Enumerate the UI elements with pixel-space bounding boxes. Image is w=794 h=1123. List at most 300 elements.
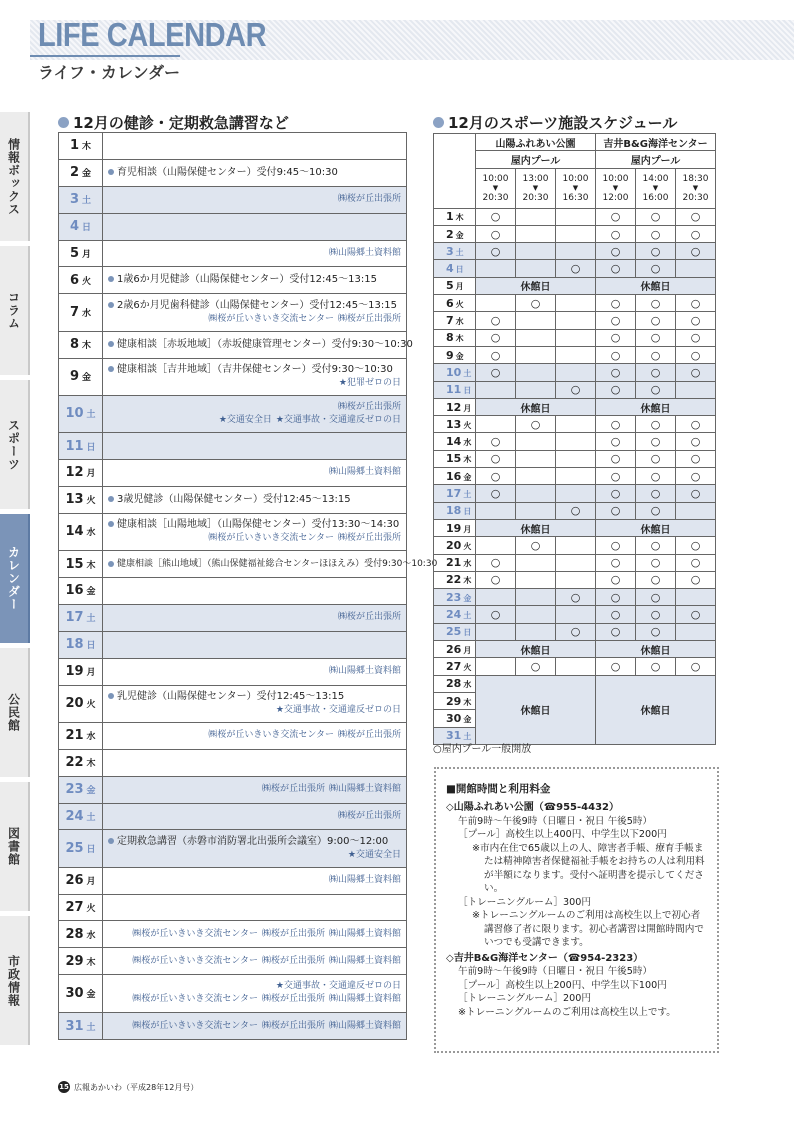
slot-cell: ○ [636,606,676,623]
publication-name: 広報あかいわ（平成28年12月号） [74,1082,199,1092]
slot-cell [676,381,716,398]
day-number: 27 [65,900,84,916]
slot-cell: ○ [636,346,676,363]
calendar-row [59,133,406,160]
weekday: 水 [463,438,472,448]
side-tab-1[interactable] [0,112,30,241]
event-bullet-icon [108,693,114,699]
day-content [103,433,406,459]
footer [58,1081,198,1093]
day-cell [59,777,103,803]
slot-cell: ○ [676,468,716,485]
weekday: 金 [82,169,92,180]
slot-cell [516,260,556,277]
day-content [103,1013,406,1040]
slot-cell [556,312,596,329]
weekday: 木 [455,213,464,223]
slot-cell [516,329,556,346]
day-number: 13 [65,492,84,508]
event-bullet-icon [108,302,114,308]
event [108,338,413,352]
day-content [103,948,406,974]
weekday: 月 [86,668,96,679]
calendar-row [59,750,406,777]
calendar-row [59,895,406,922]
closure-tag: ㈱桜が丘出張所 [337,313,401,324]
day-number: 8 [446,331,454,345]
side-tab-label: 図書館 [6,827,21,866]
closure-tag: ㈱桜が丘いきいき交流センター [208,313,334,324]
weekday: 火 [86,496,96,507]
time-slot [596,168,636,208]
closure-tag: ★交通事故・交通違反ゼロの日 [275,981,401,992]
slot-cell [476,295,516,312]
closure-tag: ㈱桜が丘出張所 [261,994,325,1005]
schedule-row [434,450,716,467]
day-cell [434,225,476,242]
day-content [103,160,406,186]
calendar-row [59,551,438,578]
weekday: 土 [463,489,472,499]
slot-cell: ○ [676,364,716,381]
closure-tag: ㈱山陽郷土資料館 [328,467,401,478]
closed-cell: 休館日 [476,675,596,744]
day-number: 27 [446,659,462,673]
slot-cell: ○ [636,589,676,606]
slot-cell [516,468,556,485]
slot-cell: ○ [596,485,636,502]
time-start: 10:00 [602,173,629,184]
closure-tag: ★交通事故・交通違反ゼロの日 [275,705,401,716]
day-number: 9 [69,369,80,385]
weekday: 水 [86,732,96,743]
closure-tag: ㈱桜が丘出張所 [337,533,401,544]
calendar-row [59,632,406,659]
day-cell [434,468,476,485]
weekday: 火 [463,541,472,551]
day-content [103,830,406,866]
day-cell [434,589,476,606]
calendar-row [59,514,406,551]
slot-cell [556,433,596,450]
day-content [103,241,406,267]
slot-cell: ○ [596,433,636,450]
slot-cell: ○ [676,208,716,225]
info-line: ※トレーニングルームのご利用は高校生以上です。 [458,1006,676,1018]
info-line: ［トレーニングルーム］200円 [458,993,591,1004]
closed-cell: 休館日 [596,398,716,415]
day-content [103,133,406,159]
slot-cell: ○ [596,589,636,606]
day-content [103,267,406,293]
slot-cell: ○ [636,485,676,502]
slot-cell [476,537,516,554]
slot-cell [556,537,596,554]
day-cell [434,502,476,519]
closure-tag: ㈱山陽郷土資料館 [328,875,401,886]
weekday: 水 [82,308,92,319]
calendar-row [59,975,406,1012]
day-cell [434,295,476,312]
pool-note: ○屋内プール一般開放 [433,744,532,755]
event-bullet-icon [108,838,114,844]
slot-cell [516,485,556,502]
day-number: 6 [446,296,454,310]
side-tab-7[interactable] [0,916,30,1045]
slot-cell: ○ [636,243,676,260]
closure-tags [108,980,401,993]
slot-cell: ○ [476,364,516,381]
health-calendar-title [58,112,289,133]
day-cell [59,294,103,330]
weekday: 日 [463,628,472,638]
day-cell [434,571,476,588]
closure-tags [108,466,401,479]
closure-tags [108,665,401,678]
day-number: 16 [65,583,84,599]
day-content [103,332,418,358]
day-number: 3 [69,192,80,208]
calendar-row [59,868,406,895]
event-bullet-icon [108,169,114,175]
day-number: 2 [446,227,454,241]
day-number: 5 [69,246,80,261]
weekday: 水 [463,559,472,569]
calendar-row [59,686,406,723]
slot-cell: ○ [476,346,516,363]
event-text: 1歳6か月児健診（山陽保健センター）受付12:45～13:15 [117,274,377,286]
pool-header-row [434,151,716,168]
calendar-row [59,804,406,831]
event [108,166,401,180]
day-cell [434,658,476,675]
closure-tag: ㈱山陽郷土資料館 [328,784,401,795]
day-cell [59,750,103,776]
slot-cell [516,433,556,450]
time-end: 20:30 [482,192,509,203]
slot-cell: ○ [476,433,516,450]
day-cell [434,710,476,727]
slot-cell: ○ [676,658,716,675]
closure-tag: ㈱桜が丘出張所 [337,612,401,623]
weekday: 日 [455,265,464,275]
day-number: 22 [65,755,84,771]
facility-name: 山陽ふれあい公園 [476,134,596,151]
day-cell [59,551,103,577]
day-content [103,659,406,685]
slot-cell [676,502,716,519]
side-tab-label: コラム [6,291,21,330]
side-tab-5[interactable] [0,648,30,777]
day-number: 5 [446,279,454,293]
event-text: 乳児健診（山陽保健センター）受付12:45～13:15 [117,691,345,703]
schedule-row [434,416,716,433]
weekday: 土 [86,812,96,823]
day-cell [434,312,476,329]
schedule-row [434,658,716,675]
slot-cell: ○ [636,468,676,485]
day-cell [59,1013,103,1040]
day-cell [434,329,476,346]
time-end: 20:30 [522,192,549,203]
closure-tags [108,928,401,941]
closure-tags [108,247,401,260]
day-number: 25 [446,625,462,639]
weekday: 土 [455,247,464,257]
slot-cell: ○ [596,208,636,225]
schedule-row [434,346,716,363]
day-number: 24 [65,808,84,824]
day-cell [59,578,103,604]
day-cell [434,606,476,623]
calendar-row [59,659,406,686]
slot-cell: ○ [556,623,596,640]
event-text: 育児相談（山陽保健センター）受付9:45～10:30 [117,166,338,178]
closure-tag: ㈱桜が丘いきいき交流センター [132,955,258,966]
schedule-row [434,623,716,640]
slot-cell: ○ [516,416,556,433]
day-number: 6 [69,272,80,288]
day-cell [59,396,103,432]
weekday: 日 [82,223,92,234]
yoshii-facility-name: ◇吉井B&G海洋センター（☎954-2323） [446,952,644,964]
slot-cell [516,450,556,467]
closure-tag: ㈱山陽郷土資料館 [328,1020,401,1031]
arrow-down-icon: ▼ [652,183,659,192]
day-cell [59,133,103,159]
day-number: 21 [65,728,84,744]
pool-label: 屋内プール [476,151,596,168]
day-cell [59,433,103,459]
schedule-row [434,208,716,225]
slot-cell: ○ [636,312,676,329]
event-bullet-icon [108,366,114,372]
slot-cell: ○ [636,208,676,225]
info-line: ※市内在住で65歳以上の人、障害者手帳、療育手帳または精神障害者保健福祉手帳をお持ちの人は利用料が半額になります。受付へ証明書を提示してください。 [472,842,705,894]
weekday: 木 [463,455,472,465]
weekday: 金 [463,714,472,724]
schedule-row [434,519,716,536]
closure-tag: ㈱山陽郷土資料館 [328,955,401,966]
slot-cell [516,381,556,398]
day-cell [59,214,103,240]
calendar-row [59,267,406,294]
info-line: 午前9時～午後9時（日曜日・祝日 午後5時） [458,815,653,827]
calendar-row [59,214,406,241]
day-cell [59,241,103,267]
bullet-icon [58,117,69,128]
schedule-row [434,398,716,415]
slot-cell [556,450,596,467]
event-bullet-icon [108,276,114,282]
weekday: 木 [455,334,464,344]
event-text: 健康相談［赤坂地域］（赤坂健康管理センター）受付9:30～10:30 [117,338,413,350]
calendar-row [59,1013,406,1040]
info-line: 午前9時～午後9時（日曜日・祝日 午後5時） [458,966,653,977]
slot-cell [556,329,596,346]
health-calendar-title-text: 12月の健診・定期救急講習など [73,114,289,132]
slot-cell [676,260,716,277]
closure-tag: ㈱桜が丘出張所 [337,194,401,205]
page-subtitle: ライフ・カレンダー [38,63,181,82]
day-cell [59,975,103,1011]
weekday: 金 [463,472,472,482]
slot-cell: ○ [476,485,516,502]
side-tab-3[interactable] [0,380,30,509]
slot-cell: ○ [636,554,676,571]
health-calendar [58,132,438,1040]
day-cell [434,260,476,277]
info-line: ※トレーニングルームのご利用は高校生以上で初心者講習修了者に限ります。初心者講習は開館時間内でいつでも受講できます。 [472,910,704,948]
weekday: 木 [82,142,92,153]
day-cell [59,921,103,947]
closure-tag: ㈱桜が丘出張所 [261,955,325,966]
day-cell [59,187,103,213]
schedule-row [434,502,716,519]
schedule-row [434,589,716,606]
page-number: 15 [59,1083,69,1091]
day-cell [434,416,476,433]
slot-cell: ○ [596,623,636,640]
closure-tags [108,783,401,796]
day-content [103,396,406,432]
slot-cell [516,225,556,242]
slot-cell [556,658,596,675]
closure-tag: ㈱山陽郷土資料館 [328,248,401,258]
closed-cell: 休館日 [596,641,716,658]
slot-cell [516,346,556,363]
day-number: 20 [65,696,84,712]
closure-tag: ㈱山陽郷土資料館 [328,666,401,677]
weekday: 水 [86,528,96,539]
page-title: LIFE CALENDAR [38,16,267,53]
closure-tag: ㈱山陽郷土資料館 [328,994,401,1005]
slot-cell: ○ [516,537,556,554]
slot-cell: ○ [676,554,716,571]
slot-cell: ○ [676,329,716,346]
side-tabs [0,112,30,1050]
event [108,518,401,532]
slot-cell: ○ [636,225,676,242]
slot-cell [516,606,556,623]
day-content [103,750,406,776]
day-number: 15 [65,556,84,572]
day-content [103,294,406,330]
time-slot [476,168,516,208]
event [108,299,401,313]
slot-cell: ○ [636,329,676,346]
day-cell [59,948,103,974]
calendar-row [59,777,406,804]
slot-cell: ○ [596,468,636,485]
slot-cell: ○ [596,364,636,381]
closed-cell: 休館日 [476,398,596,415]
weekday: 水 [86,930,96,941]
slot-cell [556,295,596,312]
closure-tag: ㈱桜が丘出張所 [337,810,401,821]
slot-cell [556,225,596,242]
day-cell [434,675,476,692]
side-tab-label: スポーツ [6,418,21,471]
day-cell [59,487,103,513]
slot-cell: ○ [676,312,716,329]
weekday: 水 [463,680,472,690]
slot-cell [516,623,556,640]
day-cell [434,519,476,536]
closure-tags [108,993,401,1006]
day-cell [59,830,103,866]
pool-label: 屋内プール [596,151,716,168]
event-text: 健康相談［熊山地域］（熊山保健福祉総合センターほほえみ）受付9:30～10:30 [117,559,438,570]
slot-cell: ○ [676,485,716,502]
calendar-row [59,487,406,514]
slot-cell: ○ [676,537,716,554]
day-number: 14 [65,524,84,540]
day-content [103,578,406,604]
day-number: 19 [446,521,462,535]
calendar-row [59,160,406,187]
closure-tags [108,849,401,862]
slot-cell: ○ [476,312,516,329]
info-line: ［プール］高校生以上400円、中学生以下200円 [458,829,667,840]
day-number: 15 [446,452,462,466]
day-cell [59,605,103,631]
slot-cell: ○ [636,450,676,467]
day-number: 4 [69,219,80,235]
slot-cell [556,571,596,588]
day-content [103,632,406,658]
side-tab-6[interactable] [0,782,30,911]
weekday: 月 [463,645,472,655]
schedule-row [434,260,716,277]
day-number: 8 [69,337,80,353]
closure-tag: ★交通安全日 [347,850,401,861]
event-text: 3歳児健診（山陽保健センター）受付12:45～13:15 [117,493,351,505]
calendar-row [59,294,406,331]
side-tab-label: 情報ボックス [6,137,21,216]
slot-cell [476,416,516,433]
day-number: 26 [65,873,84,889]
event-bullet-icon [108,341,114,347]
slot-cell: ○ [636,416,676,433]
slot-cell: ○ [636,433,676,450]
closure-tag: ㈱桜が丘いきいき交流センター [208,533,334,544]
slot-cell [516,554,556,571]
slot-cell [516,312,556,329]
weekday: 月 [463,403,472,413]
day-cell [59,659,103,685]
day-number: 31 [65,1018,84,1034]
weekday: 火 [82,276,92,287]
schedule-row [434,277,716,294]
side-tab-4[interactable] [0,514,30,643]
day-cell [59,868,103,894]
schedule-row [434,329,716,346]
day-number: 30 [446,711,462,725]
day-number: 17 [65,610,84,626]
side-tab-2[interactable] [0,246,30,375]
info-heading: ■開館時間と利用料金 [446,783,551,795]
day-content [103,605,406,631]
time-start: 10:00 [482,173,509,184]
day-cell [434,641,476,658]
schedule-row [434,468,716,485]
closure-tags [108,955,401,968]
slot-cell [556,346,596,363]
day-number: 11 [446,383,462,397]
slot-cell: ○ [676,225,716,242]
calendar-row [59,396,406,433]
